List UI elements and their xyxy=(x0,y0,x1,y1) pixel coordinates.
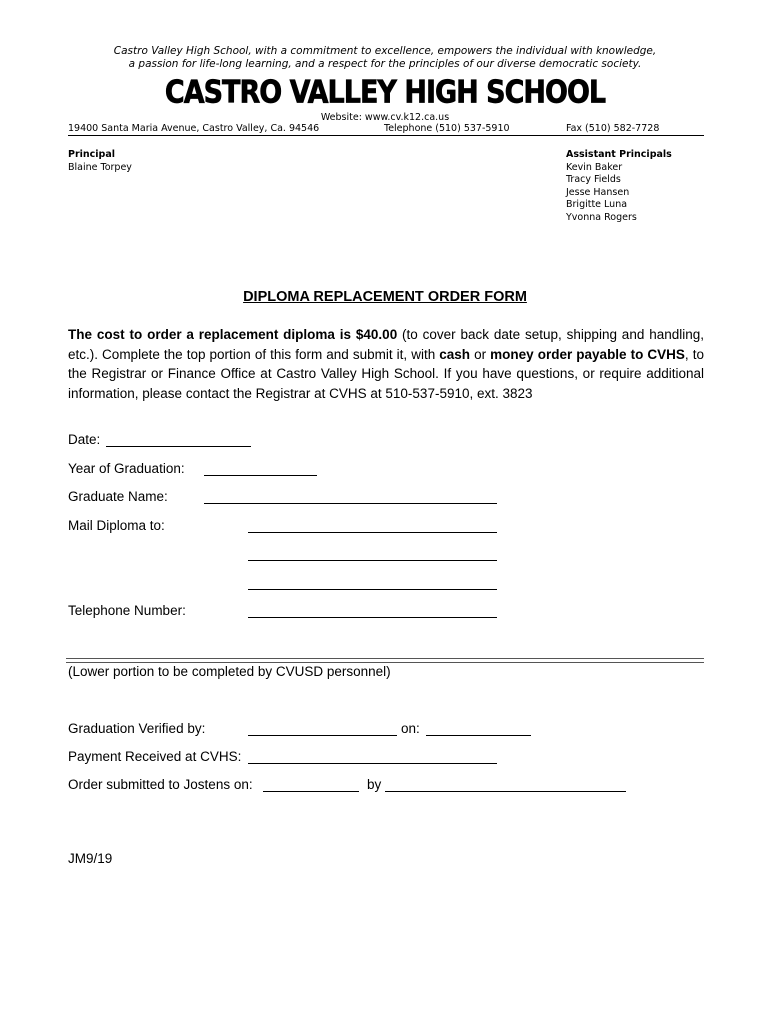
principal-name: Blaine Torpey xyxy=(68,161,132,173)
assistant-principals-block xyxy=(566,149,672,224)
assistant-principal: Kevin Baker xyxy=(566,161,623,173)
year-of-graduation-label: Year of Graduation: xyxy=(68,461,185,476)
graduate-name-label: Graduate Name: xyxy=(68,489,168,504)
cash-term: cash xyxy=(439,346,471,362)
jostens-order-label: Order submitted to Jostens on: xyxy=(68,777,253,792)
school-motto xyxy=(0,45,770,71)
mail-address-line-3[interactable] xyxy=(248,589,497,590)
principal-title: Principal xyxy=(68,149,116,160)
payment-received-label: Payment Received at CVHS: xyxy=(68,749,242,764)
cost-statement: The cost to order a replacement diploma is $40.00 xyxy=(68,327,398,342)
principal-block xyxy=(68,149,132,174)
mail-address-line-2[interactable] xyxy=(248,560,497,561)
school-website: Website: www.cv.k12.ca.us xyxy=(320,112,450,123)
motto-line-1: Castro Valley High School, with a commitment to excellence, empowers the individual with knowledge, xyxy=(113,45,657,57)
assistant-principals-title: Assistant Principals xyxy=(566,149,672,160)
verified-on-date-field[interactable] xyxy=(426,735,531,736)
verified-on-label: on: xyxy=(401,721,420,736)
graduation-verified-label: Graduation Verified by: xyxy=(68,721,206,736)
assistant-principal: Yvonna Rogers xyxy=(566,211,637,223)
mail-diploma-label: Mail Diploma to: xyxy=(68,518,165,533)
header-divider xyxy=(68,135,704,136)
school-telephone: Telephone (510) 537-5910 xyxy=(384,123,510,134)
date-field[interactable] xyxy=(106,446,251,447)
date-label: Date: xyxy=(68,432,101,447)
lower-portion-note: (Lower portion to be completed by CVUSD personnel) xyxy=(68,664,391,679)
telephone-number-label: Telephone Number: xyxy=(68,603,186,618)
form-instructions: The cost to order a replacement diploma is $40.00 (to cover back date setup, shipping and handling, etc.). Complete the top portion of this form and submit it, with cash or money order payable to CVHS, to the Registrar or Finance Office at Castro Valley High School. If you have questions, or require additional information, please contact the Registrar at CVHS at 510-537-5910, ext. 3823 xyxy=(68,327,704,401)
school-name: CASTRO VALLEY HIGH SCHOOL xyxy=(164,74,606,111)
section-divider xyxy=(66,658,704,663)
year-of-graduation-field[interactable] xyxy=(204,475,317,476)
jostens-order-date-field[interactable] xyxy=(263,791,359,792)
form-title: DIPLOMA REPLACEMENT ORDER FORM xyxy=(243,289,527,305)
telephone-number-field[interactable] xyxy=(248,617,497,618)
motto-line-2: a passion for life-long learning, and a respect for the principles of our diverse democratic society. xyxy=(128,58,642,70)
assistant-principal: Tracy Fields xyxy=(566,174,621,185)
school-address: 19400 Santa Maria Avenue, Castro Valley, Ca. 94546 xyxy=(68,123,320,134)
money-order-term: money order payable to CVHS xyxy=(490,346,685,362)
graduation-verified-field[interactable] xyxy=(248,735,397,736)
assistant-principal: Jesse Hansen xyxy=(566,186,630,198)
assistant-principal: Brigitte Luna xyxy=(566,199,628,210)
mail-address-line-1[interactable] xyxy=(248,532,497,533)
jostens-order-by-field[interactable] xyxy=(385,791,626,792)
jostens-order-by-label: by xyxy=(367,777,382,792)
payment-received-field[interactable] xyxy=(248,763,497,764)
school-fax: Fax (510) 582-7728 xyxy=(566,123,660,134)
form-code: JM9/19 xyxy=(68,851,113,866)
graduate-name-field[interactable] xyxy=(204,503,497,504)
